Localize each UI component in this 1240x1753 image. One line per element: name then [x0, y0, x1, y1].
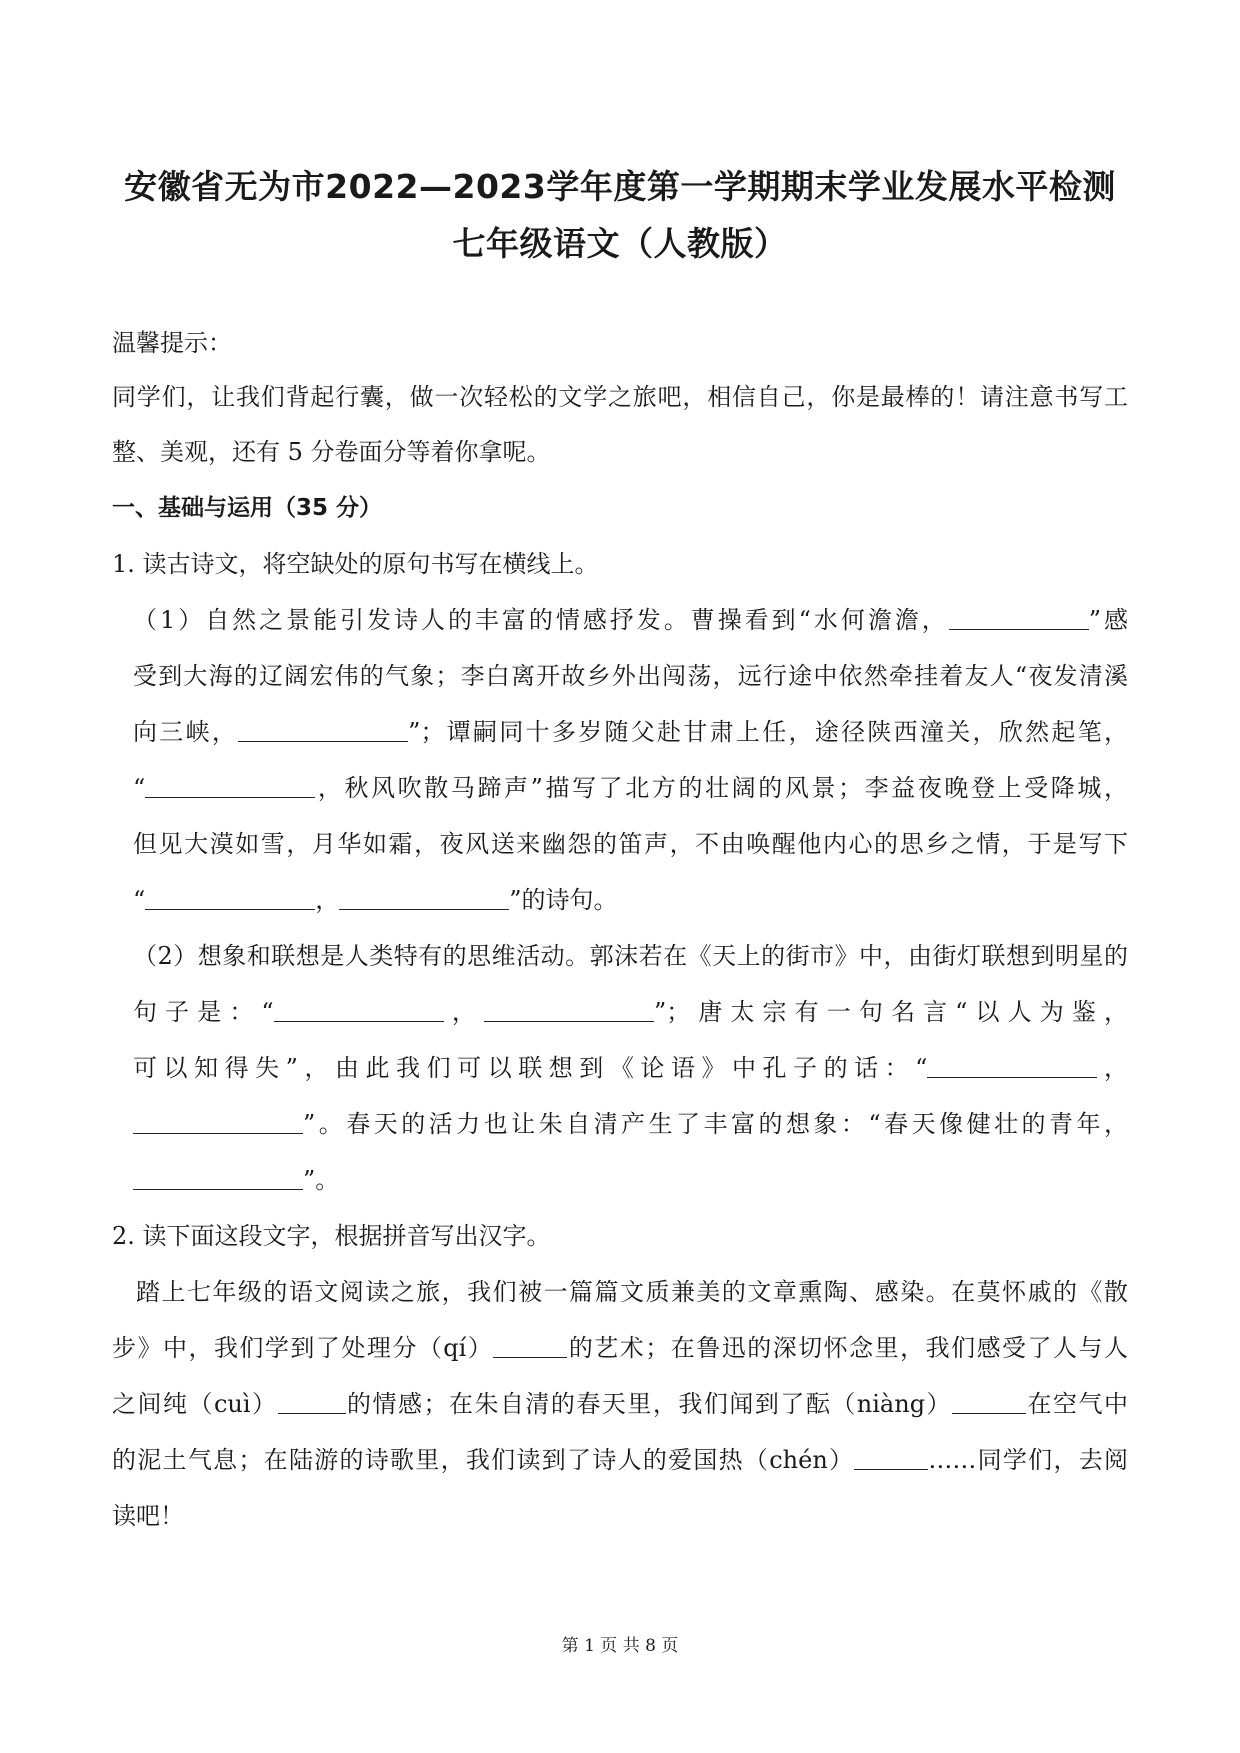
q2-line-2	[112, 1332, 1128, 1364]
answer-blank[interactable]	[339, 887, 509, 910]
answer-blank[interactable]	[133, 1111, 303, 1134]
q1-p1-line-2: 受到大海的辽阔宏伟的气象；李白离开故乡外出闯荡，远行途中依然牵挂着友人“夜发清溪	[133, 662, 1128, 690]
tip-line-2: 整、美观，还有 5 分卷面分等着你拿呢。	[112, 438, 551, 466]
q1-p1-text: “	[133, 886, 146, 914]
q1-stem: 1. 读古诗文，将空缺处的原句书写在横线上。	[112, 550, 599, 578]
section-heading: 一、基础与运用（35 分）	[112, 495, 383, 521]
q1-p1-text: ”的诗句。	[509, 886, 618, 914]
q1-p2-line-1: （2）想象和联想是人类特有的思维活动。郭沫若在《天上的街市》中，由街灯联想到明星的	[133, 942, 1128, 970]
q2-line-5: 读吧！	[112, 1502, 184, 1530]
q1-p1-line-5: 但见大漠如雪，月华如霜，夜风送来幽怨的笛声，不由唤醒他内心的思乡之情，于是写下	[133, 830, 1128, 858]
q1-p1-text: ”感	[1088, 606, 1128, 634]
answer-blank[interactable]	[278, 1391, 346, 1414]
q2-text: ……同学们，去阅	[928, 1446, 1129, 1474]
q1-p2-text: ”。	[303, 1166, 340, 1194]
q1-p2-text: ，	[1097, 1054, 1129, 1082]
q2-line-4	[112, 1444, 1128, 1476]
answer-blank[interactable]	[493, 1335, 567, 1358]
q1-p1-line-3	[133, 716, 1128, 748]
q1-p2-text: ”。春天的活力也让朱自清产生了丰富的想象：“春天像健壮的青年，	[303, 1110, 1128, 1138]
tip-label: 温馨提示：	[112, 329, 232, 357]
q2-line-3	[112, 1388, 1128, 1420]
exam-title: 安徽省无为市2022—2023学年度第一学期期末学业发展水平检测	[124, 167, 1116, 206]
q1-p1-text: ，	[315, 886, 340, 914]
answer-blank[interactable]	[949, 607, 1089, 630]
q1-p1-line-4	[133, 772, 1128, 804]
tip-line-1: 同学们，让我们背起行囊，做一次轻松的文学之旅吧，相信自己，你是最棒的！请注意书写工	[112, 383, 1128, 411]
answer-blank[interactable]	[854, 1447, 928, 1470]
q2-text: 的情感；在朱自清的春天里，我们闻到了酝（niàng）	[345, 1390, 953, 1418]
answer-blank[interactable]	[133, 1167, 303, 1190]
q2-text: 之间纯（cuì）	[112, 1390, 278, 1418]
q2-stem: 2. 读下面这段文字，根据拼音写出汉字。	[112, 1222, 551, 1250]
q1-p1-text: ，秋风吹散马蹄声”描写了北方的壮阔的风景；李益夜晚登上受降城，	[315, 774, 1128, 802]
page-footer: 第 1 页 共 8 页	[561, 1636, 679, 1656]
q2-text: 步》中，我们学到了处理分（qí）	[112, 1334, 494, 1362]
answer-blank[interactable]	[238, 719, 408, 742]
q1-p1-text: 向三峡，	[133, 718, 239, 746]
answer-blank[interactable]	[952, 1391, 1026, 1414]
q1-p2-line-5	[133, 1164, 339, 1196]
q1-p2-line-4	[133, 1108, 1128, 1140]
exam-subtitle: 七年级语文（人教版）	[452, 224, 788, 263]
answer-blank[interactable]	[274, 999, 444, 1022]
q2-text: 在空气中	[1026, 1390, 1129, 1418]
q2-text: 的艺术；在鲁迅的深切怀念里，我们感受了人与人	[567, 1334, 1129, 1362]
q1-p2-line-2	[133, 996, 1128, 1028]
answer-blank[interactable]	[145, 887, 315, 910]
answer-blank[interactable]	[927, 1055, 1097, 1078]
q1-p1-line-6	[133, 884, 618, 916]
answer-blank[interactable]	[145, 775, 315, 798]
q1-p1-line-1	[133, 604, 1128, 636]
q1-p2-text: ，	[443, 998, 484, 1026]
q2-line-1: 踏上七年级的语文阅读之旅，我们被一篇篇文质兼美的文章熏陶、感染。在莫怀戚的《散	[136, 1278, 1128, 1306]
q1-p2-text: 可以知得失”，由此我们可以联想到《论语》中孔子的话：“	[133, 1054, 928, 1082]
q1-p2-text: 句子是：“	[133, 998, 274, 1026]
q1-p2-line-3	[133, 1052, 1128, 1084]
q1-p2-text: ”；唐太宗有一句名言“以人为鉴，	[653, 998, 1128, 1026]
q1-p1-text: （1）自然之景能引发诗人的丰富的情感抒发。曹操看到“水何澹澹，	[133, 606, 949, 634]
answer-blank[interactable]	[484, 999, 654, 1022]
q2-text: 的泥土气息；在陆游的诗歌里，我们读到了诗人的爱国热（chén）	[112, 1446, 855, 1474]
q1-p1-text: “	[133, 774, 146, 802]
q1-p1-text: ”；谭嗣同十多岁随父赴甘肃上任，途径陕西潼关，欣然起笔，	[408, 718, 1128, 746]
